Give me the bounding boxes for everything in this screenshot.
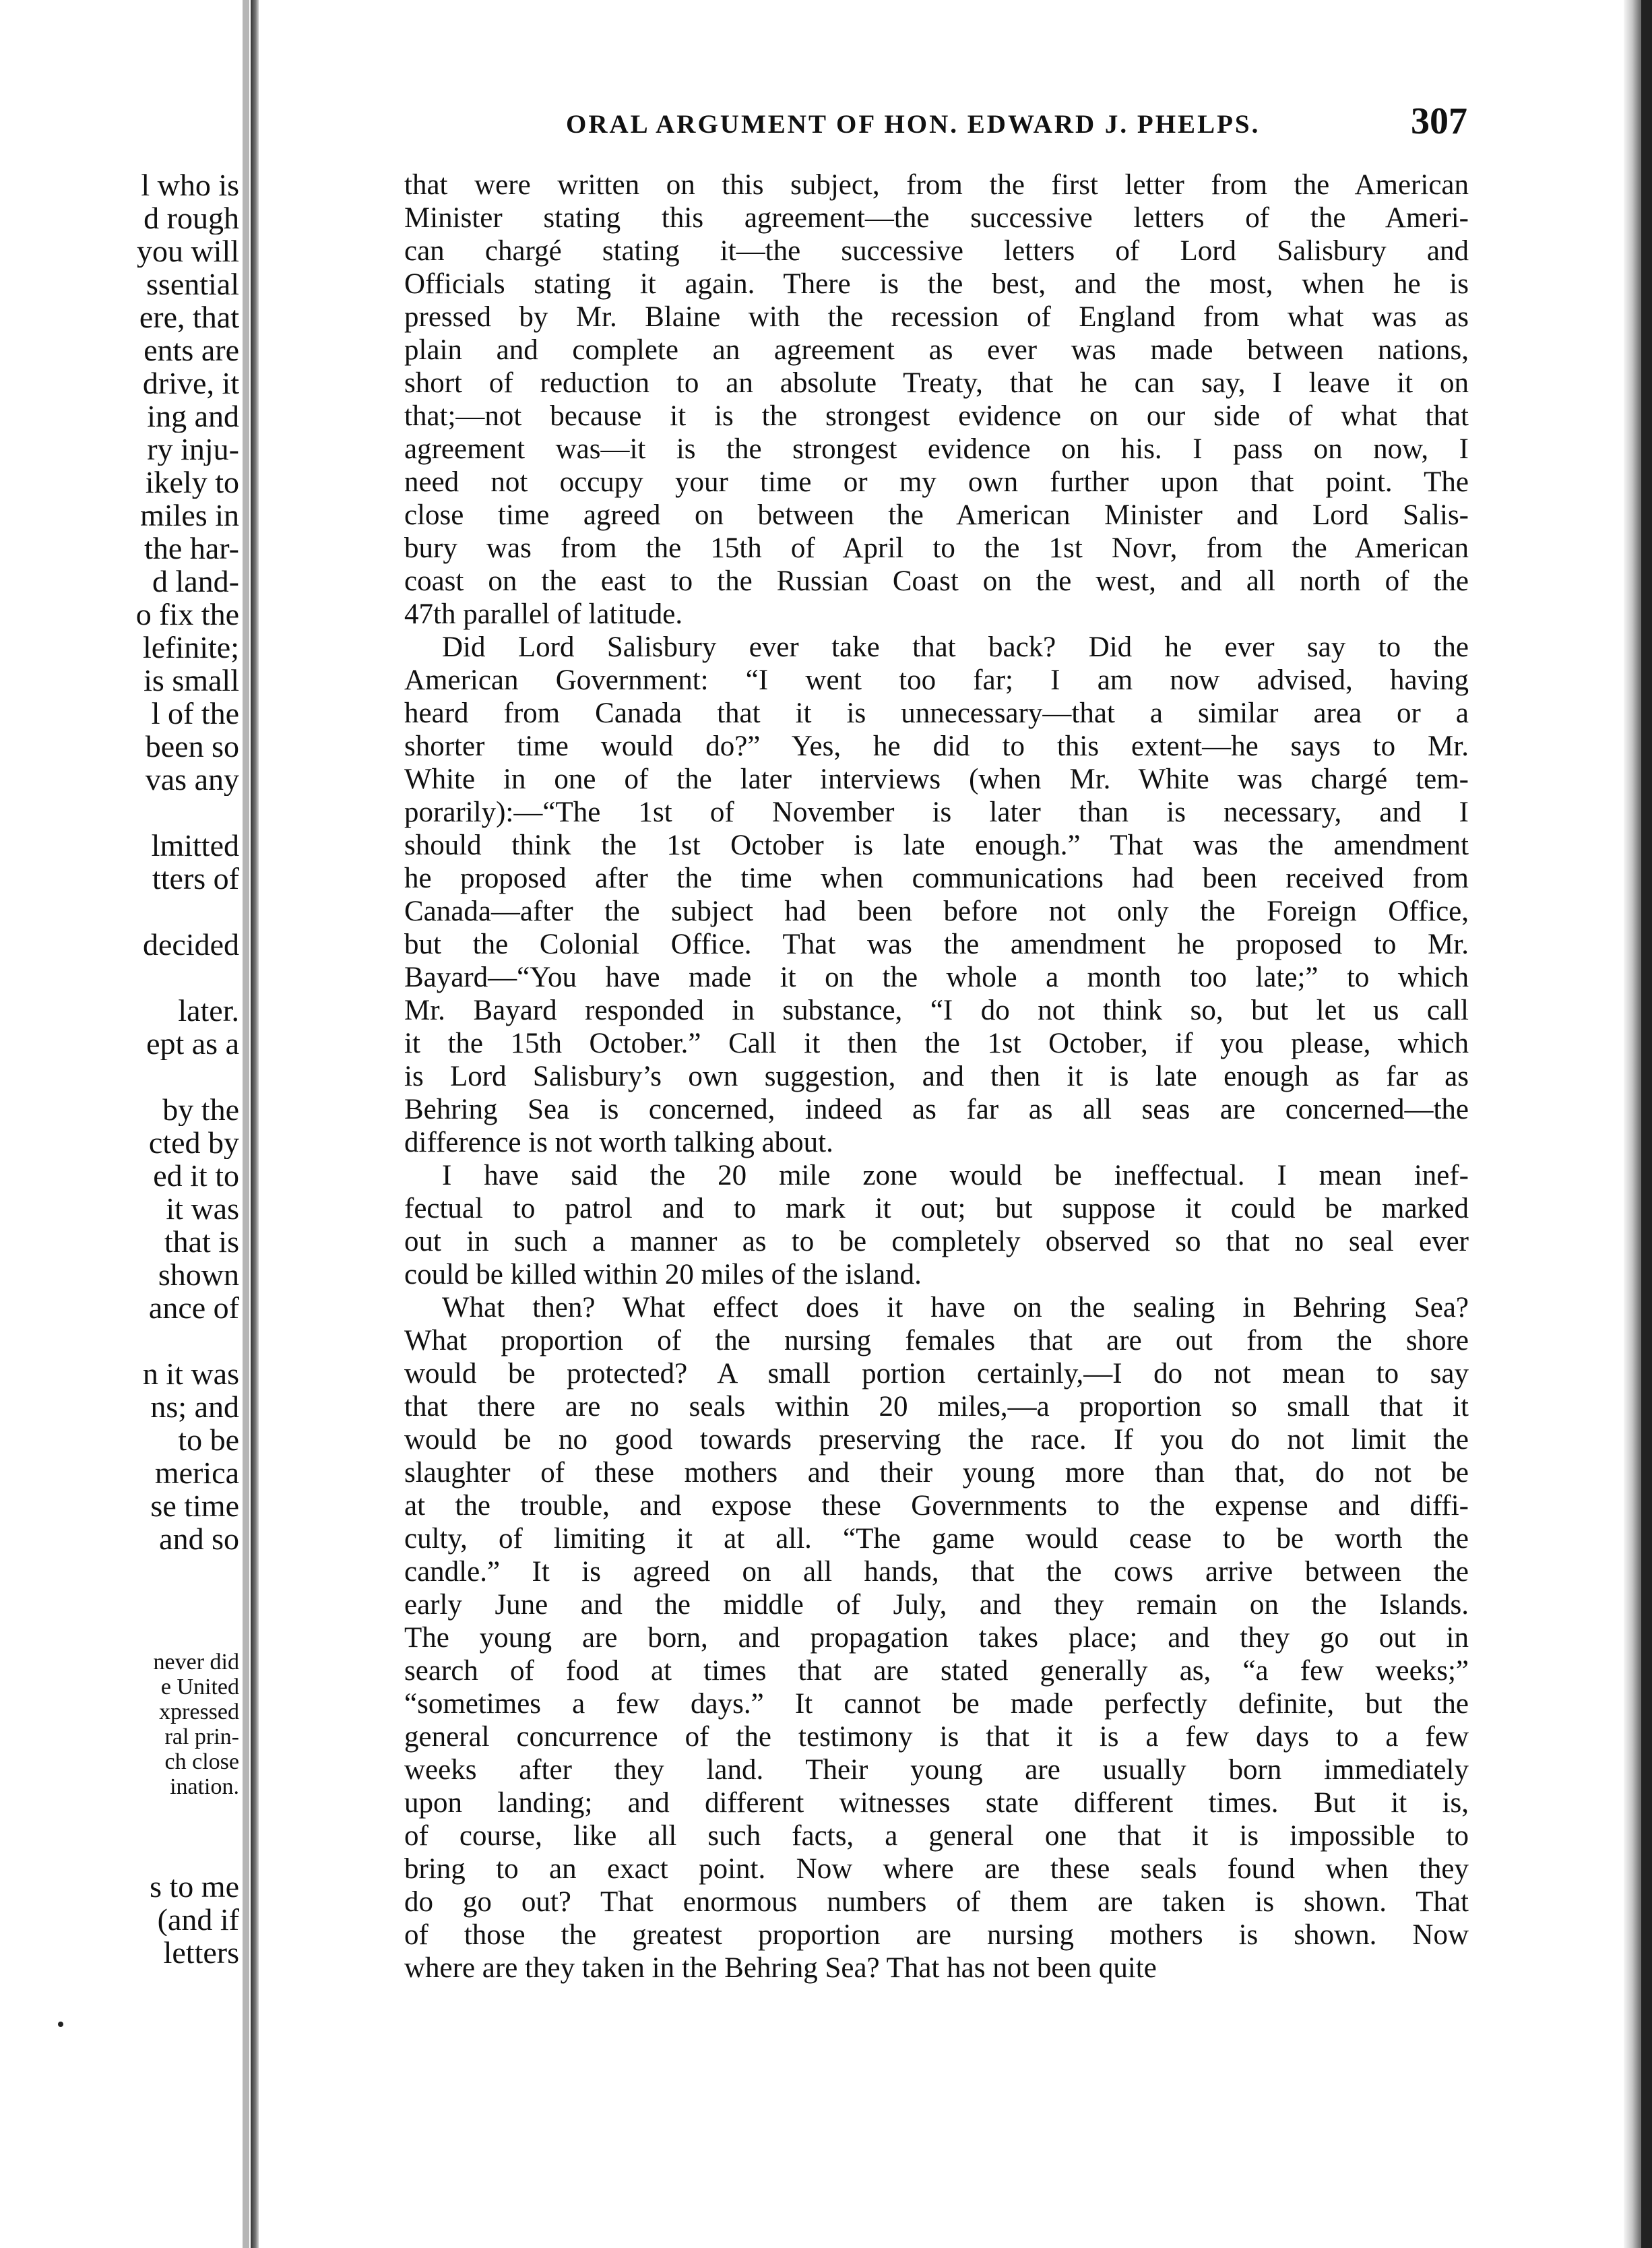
text-line: American Government: “I went too far; I am now advised, having xyxy=(404,664,1469,696)
text-line: coast on the east to the Russian Coast on the west, and all north of the xyxy=(404,565,1469,597)
fragment-gap xyxy=(0,1324,239,1357)
text-line: Did Lord Salisbury ever take that back? Did he ever say to the xyxy=(442,631,1469,663)
text-line: White in one of the later interviews (when Mr. White was chargé tem- xyxy=(404,763,1469,795)
text-line: fectual to patrol and to mark it out; but suppose it could be marked xyxy=(404,1193,1469,1224)
fragment-line: ance of xyxy=(148,1291,239,1324)
fragment-line: is small xyxy=(144,664,239,697)
fragment-line: ssential xyxy=(146,268,239,301)
text-line: search of food at times that are stated generally as, “a few weeks;” xyxy=(404,1655,1469,1687)
fragment-line: se time xyxy=(150,1489,239,1522)
fragment-line: e United xyxy=(160,1675,239,1699)
text-line: upon landing; and different witnesses state different times. But it is, xyxy=(404,1787,1469,1819)
text-line: where are they taken in the Behring Sea? That has not been quite xyxy=(404,1952,1157,1984)
text-line: slaughter of these mothers and their young more than that, do not be xyxy=(404,1457,1469,1489)
paragraph xyxy=(404,168,1469,631)
fragment-line: that is xyxy=(164,1225,239,1258)
fragment-line: been so xyxy=(145,730,239,763)
text-line: shorter time would do?” Yes, he did to this extent—he says to Mr. xyxy=(404,730,1469,762)
text-line: short of reduction to an absolute Treaty, that he can say, I leave it on xyxy=(404,367,1469,399)
fragment-line: to be xyxy=(178,1423,239,1456)
paragraph xyxy=(404,1159,1469,1291)
fragment-line: s to me xyxy=(150,1870,239,1903)
text-line: bury was from the 15th of April to the 1st Novr, from the American xyxy=(404,532,1469,564)
text-line: can chargé stating it—the successive letters of Lord Salisbury and xyxy=(404,235,1469,267)
fragment-line: never did xyxy=(153,1650,239,1675)
text-line: should think the 1st October is late enough.” That was the amendment xyxy=(404,830,1469,861)
fragment-line: ikely to xyxy=(145,466,239,499)
previous-page-fragment xyxy=(0,168,239,1555)
text-line: is Lord Salisbury’s own suggestion, and then it is late enough as far as xyxy=(404,1061,1469,1092)
page-number: 307 xyxy=(1411,100,1467,142)
fragment-line: o fix the xyxy=(135,598,239,631)
fragment-line: ch close xyxy=(164,1749,239,1774)
text-line: weeks after they land. Their young are usually born immediately xyxy=(404,1754,1469,1786)
text-line: “sometimes a few days.” It cannot be made perfectly definite, but the xyxy=(404,1688,1469,1720)
text-line: plain and complete an agreement as ever was made between nations, xyxy=(404,334,1469,366)
text-line: Canada—after the subject had been before not only the Foreign Office, xyxy=(404,896,1469,927)
fragment-line: lmitted xyxy=(151,829,239,862)
fragment-line: drive, it xyxy=(142,367,239,400)
page-edge-dark xyxy=(1641,0,1652,2248)
fragment-line: tters of xyxy=(152,862,239,895)
fragment-line: ination. xyxy=(170,1774,239,1799)
text-line: candle.” It is agreed on all hands, that the cows arrive between the xyxy=(404,1556,1469,1588)
fragment-line: ns; and xyxy=(150,1390,239,1423)
paragraph xyxy=(404,631,1469,1159)
fragment-line: l of the xyxy=(151,697,239,730)
previous-page-footnote-fragment xyxy=(0,1650,239,1799)
text-line: 47th parallel of latitude. xyxy=(404,598,683,630)
fragment-line: lefinite; xyxy=(142,631,239,664)
fragment-gap xyxy=(0,895,239,928)
fragment-line: merica xyxy=(154,1456,239,1489)
book-gutter-shadow xyxy=(243,0,249,2248)
fragment-line: ents are xyxy=(144,334,239,367)
text-line: Minister stating this agreement—the successive letters of the Ameri- xyxy=(404,202,1469,234)
fragment-line: d rough xyxy=(144,201,239,235)
text-line: would be no good towards preserving the race. If you do not limit the xyxy=(404,1424,1469,1456)
text-line: out in such a manner as to be completely observed so that no seal ever xyxy=(404,1226,1469,1257)
text-line: that;—not because it is the strongest evidence on our side of what that xyxy=(404,400,1469,432)
fragment-line: and so xyxy=(159,1522,239,1555)
text-line: difference is not worth talking about. xyxy=(404,1127,833,1158)
fragment-line: it was xyxy=(166,1192,239,1225)
text-line: The young are born, and propagation takes place; and they go out in xyxy=(404,1622,1469,1654)
fragment-line: cted by xyxy=(148,1126,239,1159)
fragment-line: by the xyxy=(162,1093,239,1126)
fragment-line: you will xyxy=(136,235,239,268)
fragment-line: letters xyxy=(163,1936,239,1969)
fragment-line: ere, that xyxy=(139,301,239,334)
text-line: he proposed after the time when communications had been received from xyxy=(404,863,1469,894)
previous-page-tail-fragment xyxy=(0,1870,239,1969)
fragment-line: d land- xyxy=(152,565,239,598)
text-line: early June and the middle of July, and they remain on the Islands. xyxy=(404,1589,1469,1621)
text-line: it the 15th October.” Call it then the 1st October, if you please, which xyxy=(404,1028,1469,1059)
fragment-line: later. xyxy=(178,994,239,1027)
text-line: Behring Sea is concerned, indeed as far as all seas are concerned—the xyxy=(404,1094,1469,1125)
text-line: that were written on this subject, from the first letter from the American xyxy=(404,169,1469,201)
main-text-column xyxy=(404,168,1469,1985)
text-line: heard from Canada that it is unnecessary—that a similar area or a xyxy=(404,697,1469,729)
text-line: agreement was—it is the strongest evidence on his. I pass on now, I xyxy=(404,433,1469,465)
fragment-line: miles in xyxy=(140,499,239,532)
fragment-line: xpressed xyxy=(159,1699,239,1724)
text-line: Bayard—“You have made it on the whole a month too late;” to which xyxy=(404,962,1469,993)
fragment-line: ing and xyxy=(147,400,239,433)
text-line: What proportion of the nursing females that are out from the shore xyxy=(404,1325,1469,1356)
fragment-line: the har- xyxy=(144,532,239,565)
text-line: need not occupy your time or my own further upon that point. The xyxy=(404,466,1469,498)
fragment-line: ral prin- xyxy=(164,1724,239,1749)
fragment-line: ed it to xyxy=(153,1159,239,1192)
fragment-line: n it was xyxy=(142,1357,239,1390)
fragment-line: ry inju- xyxy=(147,433,239,466)
text-line: culty, of limiting it at all. “The game would cease to be worth the xyxy=(404,1523,1469,1555)
fragment-line: l who is xyxy=(141,168,239,201)
fragment-line: (and if xyxy=(157,1903,239,1936)
text-line: Officials stating it again. There is the best, and the most, when he is xyxy=(404,268,1469,300)
fragment-gap xyxy=(0,1060,239,1093)
text-line: of those the greatest proportion are nursing mothers is shown. Now xyxy=(404,1919,1469,1951)
text-line: What then? What effect does it have on the sealing in Behring Sea? xyxy=(442,1292,1469,1323)
text-line: porarily):—“The 1st of November is later than is necessary, and I xyxy=(404,797,1469,828)
text-line: of course, like all such facts, a general one that it is impossible to xyxy=(404,1820,1469,1852)
running-head: ORAL ARGUMENT OF HON. EDWARD J. PHELPS. xyxy=(566,110,1261,139)
fragment-line: vas any xyxy=(145,763,239,796)
text-line: do go out? That enormous numbers of them are taken is shown. That xyxy=(404,1886,1469,1918)
text-line: pressed by Mr. Blaine with the recession of England from what was as xyxy=(404,301,1469,333)
text-line: that there are no seals within 20 miles,—a proportion so small that it xyxy=(404,1391,1469,1423)
text-line: but the Colonial Office. That was the amendment he proposed to Mr. xyxy=(404,929,1469,960)
text-line: close time agreed on between the American Minister and Lord Salis- xyxy=(404,499,1469,531)
fragment-gap xyxy=(0,961,239,994)
ink-speck xyxy=(58,2022,63,2027)
text-line: at the trouble, and expose these Governments to the expense and diffi- xyxy=(404,1490,1469,1522)
text-line: general concurrence of the testimony is that it is a few days to a few xyxy=(404,1721,1469,1753)
fragment-line: ept as a xyxy=(146,1027,239,1060)
fragment-gap xyxy=(0,796,239,829)
fragment-line: shown xyxy=(158,1258,239,1291)
text-line: Mr. Bayard responded in substance, “I do not think so, but let us call xyxy=(404,995,1469,1026)
text-line: would be protected? A small portion certainly,—I do not mean to say xyxy=(404,1358,1469,1390)
fragment-line: decided xyxy=(142,928,239,961)
text-line: bring to an exact point. Now where are these seals found when they xyxy=(404,1853,1469,1885)
book-gutter xyxy=(251,0,259,2248)
text-line: I have said the 20 mile zone would be ineffectual. I mean inef- xyxy=(442,1160,1469,1191)
paragraph xyxy=(404,1291,1469,1985)
text-line: could be killed within 20 miles of the island. xyxy=(404,1259,922,1290)
